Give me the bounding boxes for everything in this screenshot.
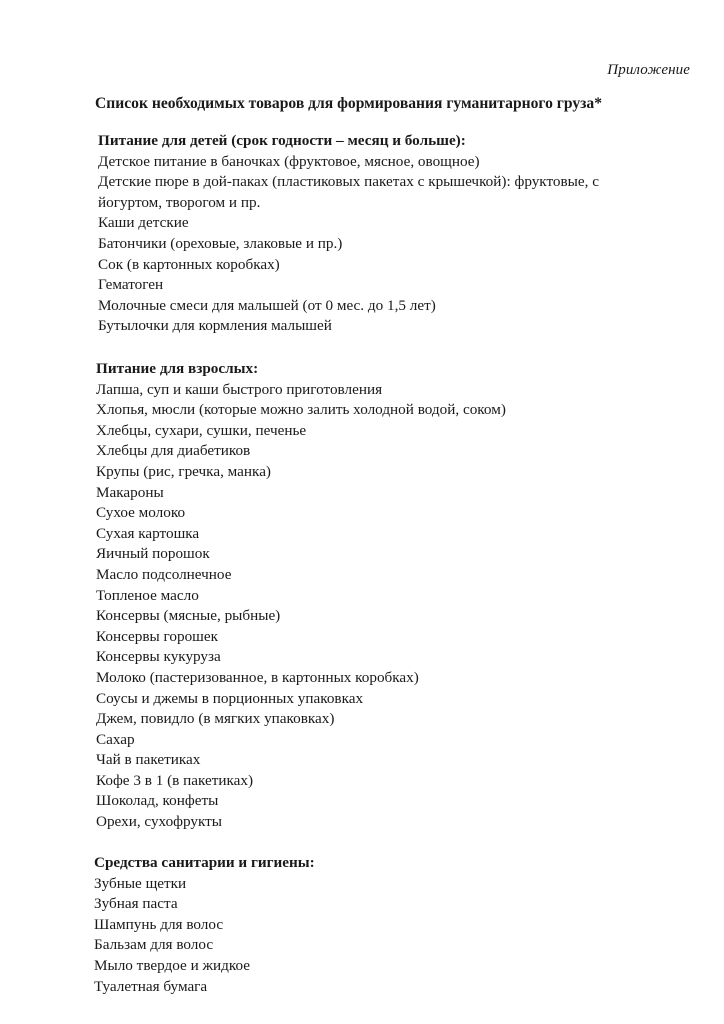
list-item: Орехи, сухофрукты [96,813,223,831]
list-item: Туалетная бумага [94,977,208,995]
section-heading: Питание для взрослых: [96,360,259,377]
list-item: Хлебцы для диабетиков [96,442,251,460]
list-item: Топленое масло [96,586,199,604]
list-item: Джем, повидло (в мягких упаковках) [96,710,335,728]
list-item: Молоко (пастеризованное, в картонных коробках) [96,668,419,686]
list-item: Чай в пакетиках [96,751,201,769]
list-item: Каши детские [98,214,189,232]
list-item: Консервы горошек [96,627,218,645]
list-item: Гематоген [98,276,164,294]
list-item: Шоколад, конфеты [96,792,219,810]
list-item: Сок (в картонных коробках) [98,255,280,273]
document-title: Список необходимых товаров для формирования гуманитарного груза* [95,95,602,112]
list-item: Сухое молоко [96,504,186,522]
list-item: Крупы (рис, гречка, манка) [96,462,271,480]
list-item: Кофе 3 в 1 (в пакетиках) [96,771,254,789]
list-item: Мыло твердое и жидкое [94,956,250,974]
list-item: Шампунь для волос [94,915,224,933]
appendix-label: Приложение [607,62,690,78]
list-item: Детские пюре в дой-паках (пластиковых пакетах с крышечкой): фруктовые, с йогуртом, творогом и пр. [98,173,599,211]
list-item: Сухая картошка [96,524,200,542]
list-item: Консервы (мясные, рыбные) [96,607,281,625]
list-item: Хлебцы, сухари, сушки, печенье [96,421,307,439]
list-item: Бальзам для волос [94,936,214,954]
list-item: Хлопья, мюсли (которые можно залить холодной водой, соком) [96,401,506,419]
list-item: Бутылочки для кормления малышей [98,317,332,335]
section-hygiene [94,853,654,997]
list-item: Лапша, суп и каши быстрого приготовления [96,380,383,398]
list-item: Зубные щетки [94,874,187,892]
list-item: Батончики (ореховые, злаковые и пр.) [98,234,343,252]
section-heading: Средства санитарии и гигиены: [94,854,315,871]
list-item: Соусы и джемы в порционных упаковках [96,689,364,707]
list-item: Яичный порошок [96,545,210,563]
section-children-food [98,131,658,337]
list-item: Макароны [96,483,164,501]
list-item: Зубная паста [94,895,178,913]
section-heading: Питание для детей (срок годности – месяц и больше): [98,132,466,149]
list-item: Детское питание в баночках (фруктовое, мясное, овощное) [98,152,480,170]
list-item: Масло подсолнечное [96,565,232,583]
list-item: Консервы кукуруза [96,648,221,666]
list-item: Сахар [96,730,135,748]
section-adult-food [96,359,656,833]
list-item: Молочные смеси для малышей (от 0 мес. до 1,5 лет) [98,296,436,314]
